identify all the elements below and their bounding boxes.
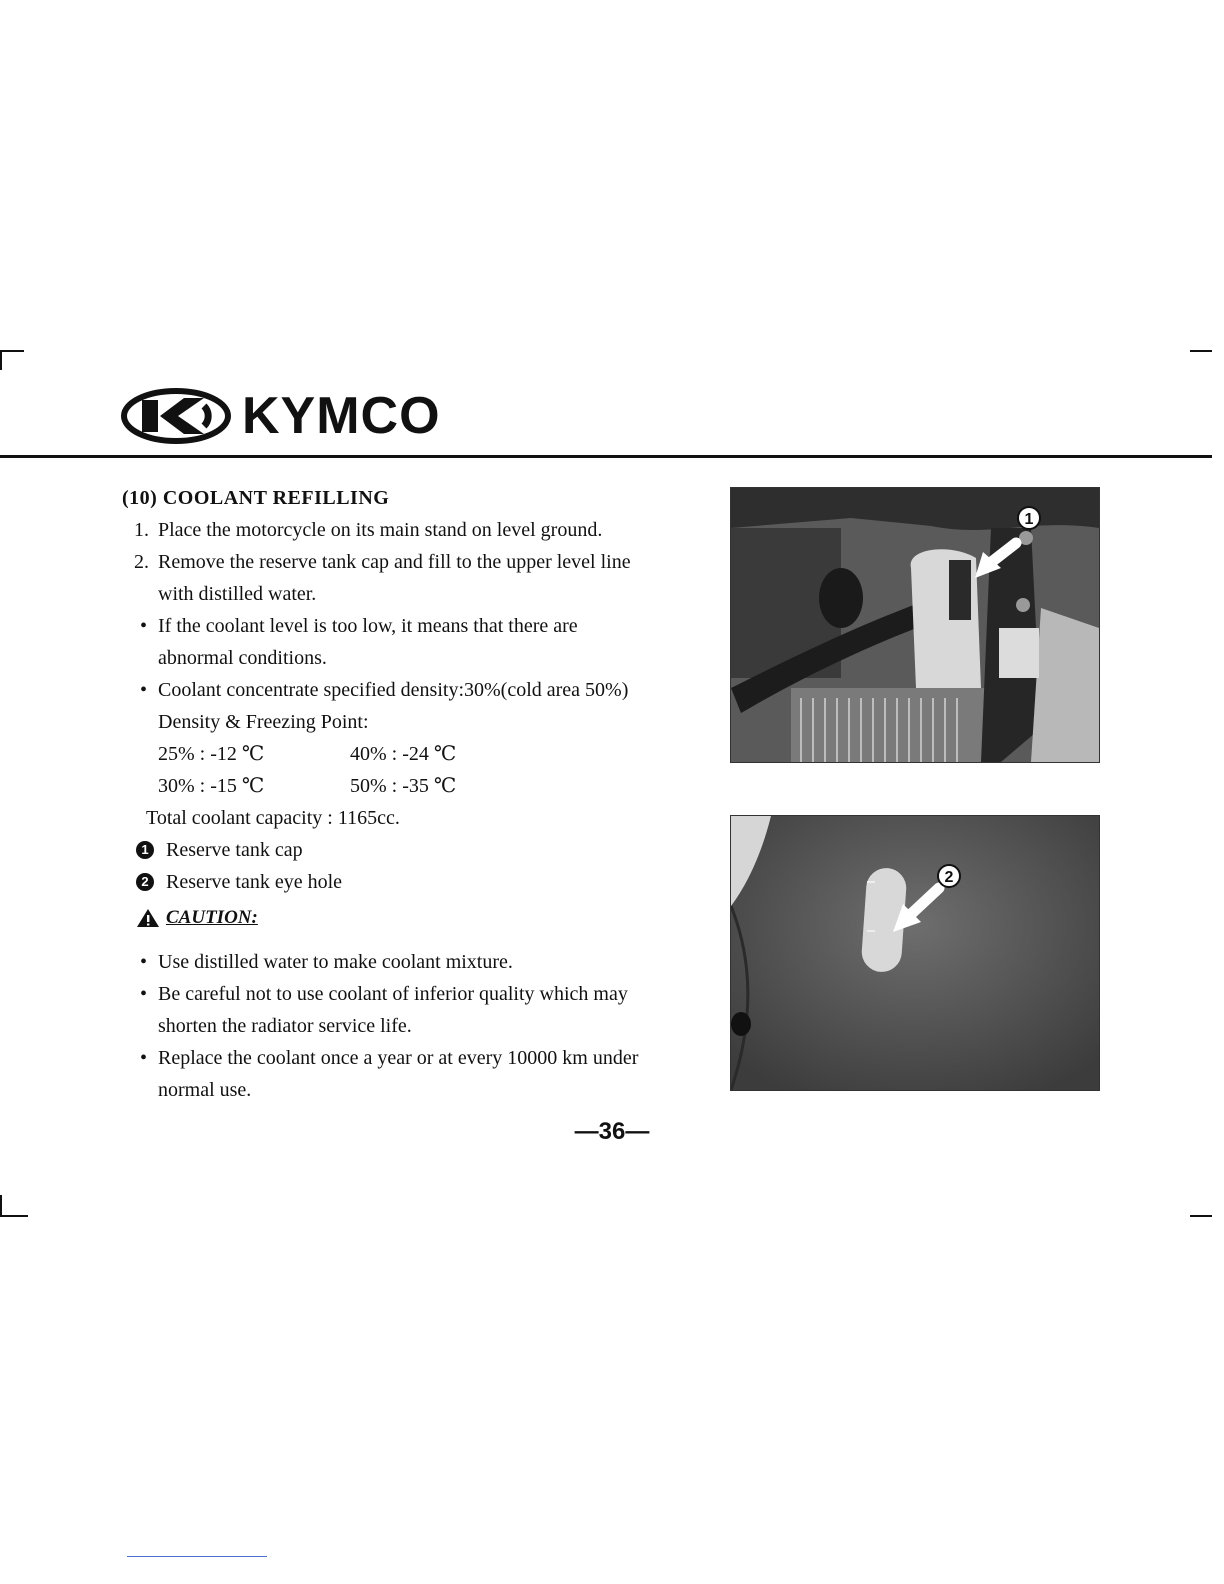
crop-mark — [0, 1195, 2, 1217]
warning-triangle-icon — [136, 908, 160, 928]
callout-2-icon: 2 — [136, 873, 154, 891]
density-table-row: 30% : -15 ℃ 50% : -35 ℃ — [158, 775, 457, 797]
reserve-tank-eye-hole-photo — [730, 815, 1100, 1091]
crop-mark — [1190, 350, 1212, 352]
caution-list — [122, 946, 712, 1106]
legend-item: 2 Reserve tank eye hole — [122, 866, 712, 898]
caution-item: • Be careful not to use coolant of inferior quality which may — [140, 983, 628, 1005]
reserve-tank-cap-photo — [730, 487, 1100, 763]
photo-callout-2: 2 — [944, 869, 954, 886]
crop-mark — [0, 1215, 28, 1217]
note-item-continued: Density & Freezing Point: — [158, 711, 369, 733]
crop-mark — [0, 350, 2, 370]
legend-item: 1 Reserve tank cap — [122, 834, 712, 866]
section-title: (10) COOLANT REFILLING — [122, 487, 390, 509]
note-item-continued: abnormal conditions. — [158, 647, 327, 669]
caution-item: • Replace the coolant once a year or at every 10000 km under — [140, 1047, 639, 1069]
header-rule — [0, 455, 1212, 458]
step-2-continued: with distilled water. — [158, 583, 317, 605]
brand-wordmark: KYMCO — [242, 387, 441, 445]
brand-logo — [120, 388, 441, 444]
caution-item: • Use distilled water to make coolant mixture. — [140, 951, 513, 973]
coolant-section — [122, 482, 712, 1106]
page-number: —36— — [574, 1118, 650, 1145]
crop-mark — [0, 350, 24, 352]
caution-item-continued: normal use. — [158, 1079, 252, 1101]
step-2: 2. Remove the reserve tank cap and fill to the upper level line — [134, 551, 631, 573]
caution-heading — [122, 902, 712, 934]
footer-link-underline[interactable] — [127, 1556, 267, 1557]
density-table-row: 25% : -12 ℃ 40% : -24 ℃ — [158, 743, 457, 765]
note-item: • If the coolant level is too low, it means that there are — [140, 615, 578, 637]
crop-mark — [1190, 1215, 1212, 1217]
callout-1-icon: 1 — [136, 841, 154, 859]
photo-callout-1: 1 — [1024, 511, 1034, 528]
kymco-k-emblem-icon — [120, 388, 232, 444]
caution-label: CAUTION: — [166, 907, 258, 928]
step-1: 1. Place the motorcycle on its main stand on level ground. — [134, 519, 603, 541]
caution-item-continued: shorten the radiator service life. — [158, 1015, 412, 1037]
coolant-capacity: Total coolant capacity : 1165cc. — [146, 807, 400, 829]
note-item: • Coolant concentrate specified density:30%(cold area 50%) — [140, 679, 629, 701]
